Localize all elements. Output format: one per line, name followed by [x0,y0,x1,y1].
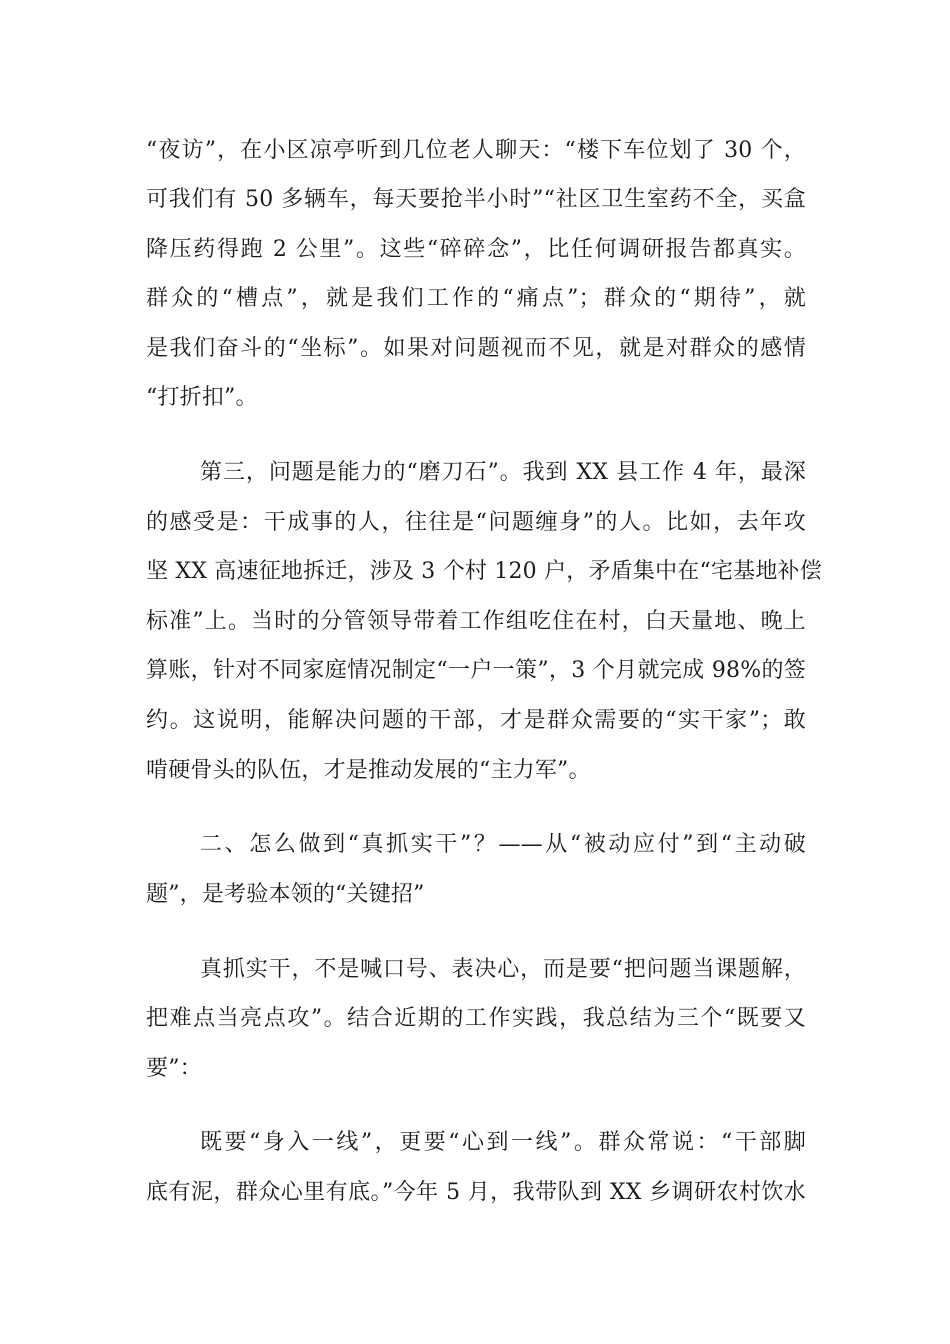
section-heading-line-1: 二、怎么做到“真抓实干”？——从“被动应付”到“主动破 [200,832,806,857]
paragraph-5-line-2: 底有泥，群众心里有底。”今年 5 月，我带队到 XX 乡调研农村饮水 [146,1180,806,1205]
paragraph-2-line-3: 坚 XX 高速征地拆迁，涉及 3 个村 120 户，矛盾集中在“宅基地补偿 [146,559,822,584]
paragraph-4-line-1: 真抓实干，不是喊口号、表决心，而是要“把问题当课题解， [200,957,806,982]
paragraph-2-line-2: 的感受是：干成事的人，往往是“问题缠身”的人。比如，去年攻 [146,510,806,535]
paragraph-2-line-6: 约。这说明，能解决问题的干部，才是群众需要的“实干家”；敢 [146,708,806,733]
paragraph-1-line-4: 群众的“槽点”，就是我们工作的“痛点”；群众的“期待”，就 [146,286,806,311]
section-heading-line-2: 题”，是考验本领的“关键招” [146,882,425,907]
paragraph-2-line-7: 啃硬骨头的队伍，才是推动发展的“主力军”。 [146,758,591,783]
paragraph-1-line-3: 降压药得跑 2 公里”。这些“碎碎念”，比任何调研报告都真实。 [146,237,806,262]
paragraph-4-line-3: 要”： [146,1056,202,1081]
paragraph-1-line-2: 可我们有 50 多辆车，每天要抢半小时”“社区卫生室药不全，买盒 [146,187,806,212]
paragraph-1-line-1: “夜访”，在小区凉亭听到几位老人聊天：“楼下车位划了 30 个， [146,138,806,163]
paragraph-5-line-1: 既要“身入一线”，更要“心到一线”。群众常说：“干部脚 [200,1130,806,1155]
paragraph-4-line-2: 把难点当亮点攻”。结合近期的工作实践，我总结为三个“既要又 [146,1006,806,1031]
paragraph-1-line-6: “打折扣”。 [146,385,258,410]
paragraph-1-line-5: 是我们奋斗的“坐标”。如果对问题视而不见，就是对群众的感情 [146,336,806,361]
paragraph-2-line-5: 算账，针对不同家庭情况制定“一户一策”，3 个月就完成 98%的签 [146,658,806,683]
paragraph-2-line-4: 标准”上。当时的分管领导带着工作组吃住在村，白天量地、晚上 [146,609,806,634]
paragraph-2-line-1: 第三，问题是能力的“磨刀石”。我到 XX 县工作 4 年，最深 [200,460,806,485]
